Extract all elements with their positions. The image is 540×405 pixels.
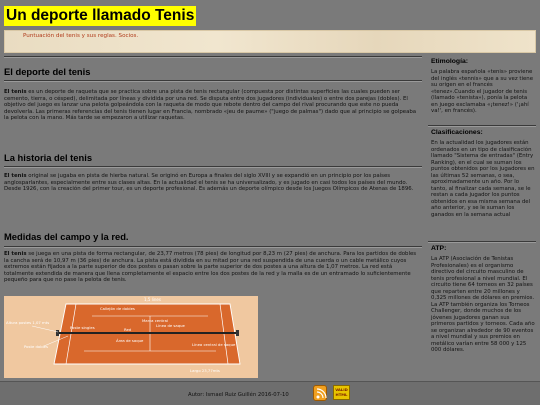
- court-diagram: [4, 296, 258, 378]
- label-single-post: Poste singles: [70, 325, 95, 330]
- sidebar-block-clasificaciones: [431, 129, 535, 218]
- sidebar-text: La palabra española «tenis» proviene del inglés «tennis» que a su vez tiene su origen en el francés «tenez».Cuando el jugador de tenis (llamado «tenista»), ponía la pelota en juego exclamaba «¡tenez!» ('¡ahí va!', en francés).: [431, 69, 534, 114]
- label-center-line: Línea central de saque: [192, 342, 236, 347]
- court-svg: [4, 296, 258, 378]
- label-center-mark: Marca central: [142, 318, 168, 323]
- post-left: [56, 330, 59, 336]
- sidebar-block-atp: [431, 245, 535, 354]
- footer-author: Autor: Ismael Ruiz Guillén 2016-07-10: [188, 392, 289, 398]
- section-text-historia: [4, 173, 420, 193]
- sidebar-heading: Etimología:: [431, 58, 469, 65]
- label-net: Red: [124, 327, 132, 332]
- sidebar-heading: Clasificaciones:: [431, 129, 483, 136]
- sidebar-text: En la actualidad los jugadores están ordenados en un tipo de clasificación llamado "Sistema de entradas" (Entry Ranking), en el cual se suman los puntos obtenidos por los jugadores en las últimas 52 semanas, o sea, aproximadamente un año. Por lo tanto, al finalizar cada semana, se le restan a cada jugador los puntos obtenidos en esa misma semana del año anterior, y se le suman los ganados en la semana actual: [431, 140, 535, 218]
- lead-text: El tenis: [4, 89, 27, 95]
- sidebar-heading: ATP:: [431, 245, 447, 252]
- label-top-height: 1,5 lines: [144, 297, 161, 302]
- sidebar-text: La ATP (Asociación de Tenistas Profesionales) es el organismo directivo del circuito masculino de tenis profesional a nivel mundial. El circuito tiene 64 torneos en 32 países que reparten entre 20 millones y 0,325 millones de dólares en premios. La ATP también organiza los Torneos Challenger, donde muchos de los jóvenes jugadores ganan sus primeros partidos y torneos. Cada año se organizan alrededor de 90 eventos a nivel mundial y sus premios en metálico varían entre 58 000 y 125 000 dólares.: [431, 256, 535, 353]
- pointer-line: [32, 326, 58, 332]
- label-bottom-length: Largo 23,77mts: [190, 368, 220, 373]
- section-heading-deporte: El deporte del tenis: [4, 66, 91, 77]
- label-service-line: Línea de saque: [156, 323, 185, 328]
- lead-text: El tenis: [4, 173, 27, 179]
- section-text-deporte: [4, 89, 420, 122]
- body-text: se juega en una pista de forma rectangular, de 23,77 metros (78 pies) de longitud por 8,23 m (27 pies) de anchura. Para los partidos de dobles la cancha será de 10,97 m (36 pies) de anchura. La pista está dividida en su mitad por una red suspendida de una cuerda o un cable metálico cuyos extremos están fijados a la parte superior de dos postes o pasan sobre la parte superior de dos postes a una altura de 1,07 metros. La red está totalmente extendida de manera que llena completamente el espacio entre los dos postes de la red y la malla es de un entramado lo suficientemente pequeño para que no pase la pelota de tenis.: [4, 251, 417, 284]
- post-right: [236, 330, 239, 336]
- divider: [4, 80, 422, 82]
- sidebar-block-etimologia: [431, 58, 535, 115]
- sidebar: [428, 56, 536, 376]
- footer: [0, 381, 540, 405]
- banner-nav-links[interactable]: Puntuación del tenis y sus reglas. Socios.: [23, 33, 139, 39]
- divider: [4, 246, 422, 248]
- label-double-post: Poste dobles: [24, 344, 48, 349]
- header-banner: [4, 30, 536, 53]
- divider: [4, 56, 422, 58]
- divider: [4, 166, 422, 168]
- valid-html-badge[interactable]: VALID HTML: [333, 385, 350, 400]
- lead-text: El tenis: [4, 251, 27, 257]
- body-text: original se jugaba en pista de hierba natural. Se originó en Europa a finales del siglo XVIII y se expandió en un principio por los países anglosparlantes, especialmente entre sus clases altas. En la actualidad el tenis se ha universalizado, y es jugado en casi todos los países del mundo. Desde 1926, con la creación del primer tour, es un deporte profesional. Es además un deporte olímpico desde los Juegos Olímpicos de Atenas de 1896.: [4, 173, 414, 193]
- body-text: es un deporte de raqueta que se practica sobre una pista de tenis rectangular (compuesta por distintas superficies las cuales pueden ser cemento, tierra, o césped), delimitada por líneas y dividida por una red. Se disputa entre dos jugadores (individuales) o entre dos parejas (dobles). El objetivo del juego es lanzar una pelota golpeándola con la raqueta de modo que rebote dentro del campo del rival procurando que este no pueda devolverla. Las primeras referencias del tenis tienen lugar en Francia, nombrado «jeu de paume» ("juego de palmas") dado que al principio se golpeaba la pelota con la mano. Más tarde se empezaron a utilizar raquetas.: [4, 89, 417, 122]
- divider: [428, 241, 536, 243]
- section-heading-historia: La historia del tenis: [4, 152, 93, 163]
- label-lane: Callejón de dobles: [100, 306, 135, 311]
- main-content: [4, 56, 424, 376]
- section-heading-medidas: Medidas del campo y la red.: [4, 231, 129, 242]
- section-text-medidas: [4, 251, 420, 284]
- site-title: Un deporte llamado Tenis: [6, 7, 195, 24]
- label-post-height: Altura postes 1,07 mts: [6, 320, 50, 325]
- label-service-area: Área de saque: [116, 338, 144, 343]
- divider: [428, 125, 536, 127]
- rss-icon[interactable]: [313, 385, 327, 401]
